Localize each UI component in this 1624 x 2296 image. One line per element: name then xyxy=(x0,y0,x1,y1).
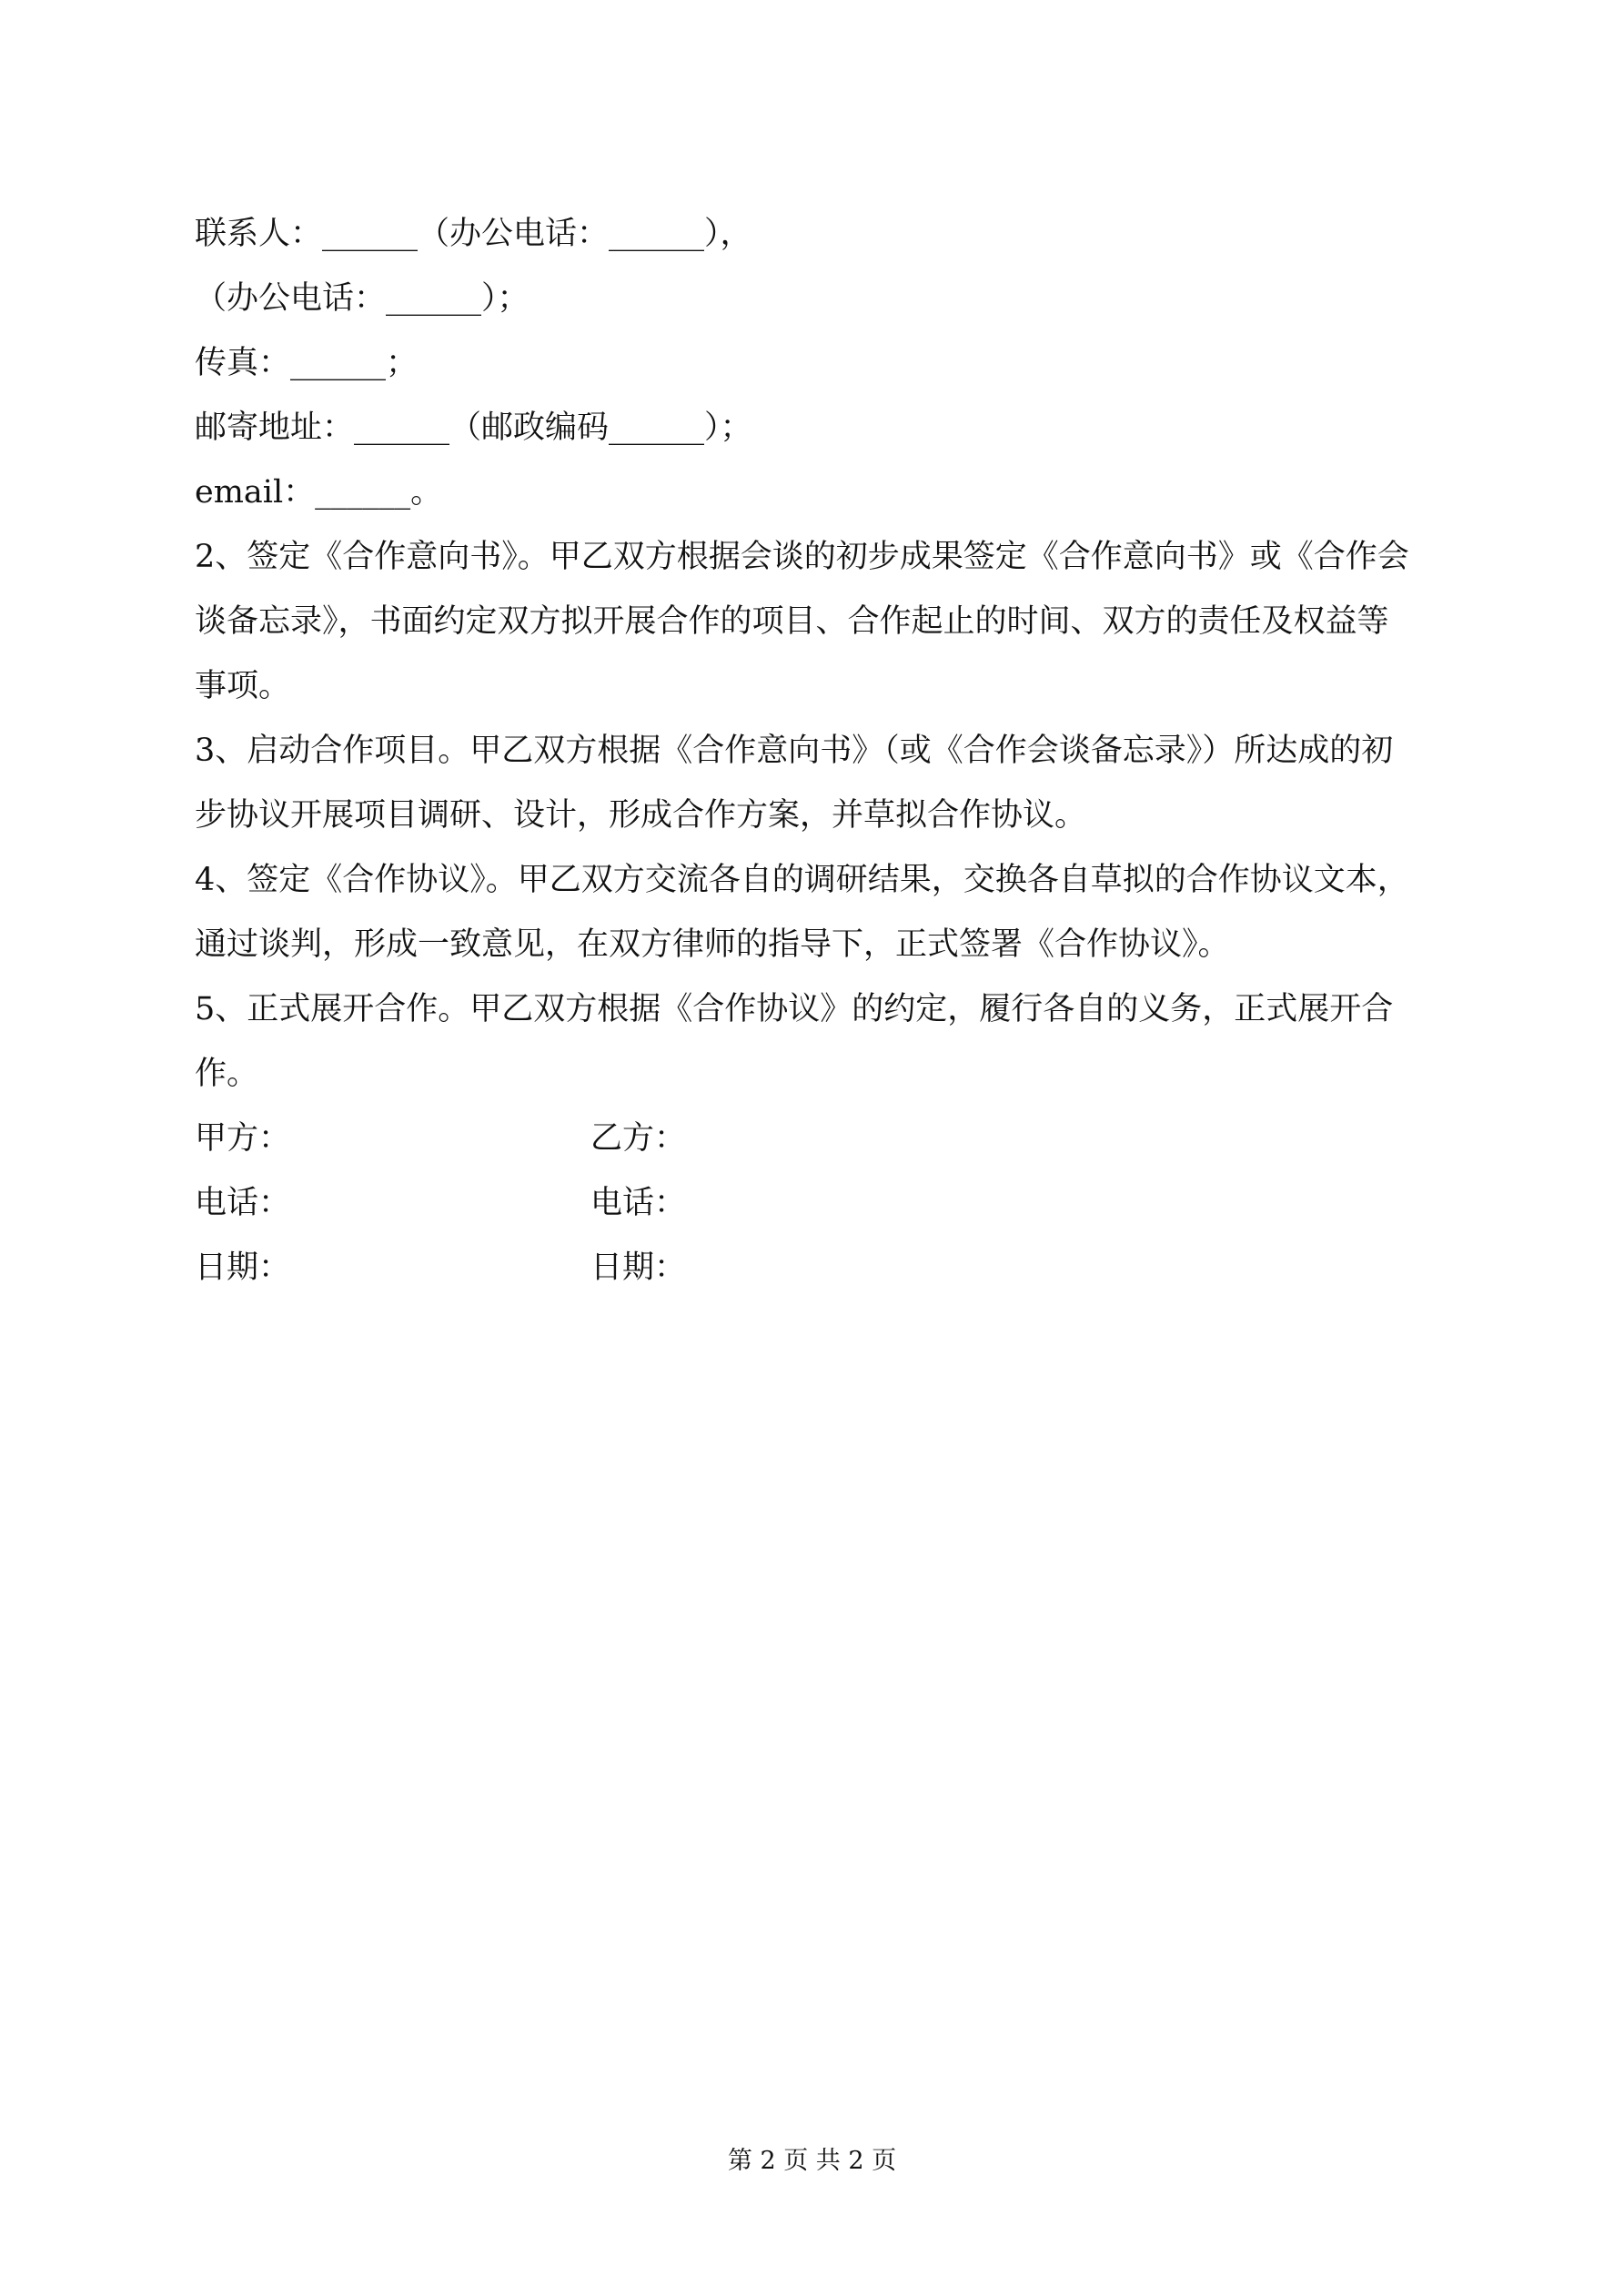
email-line: email：______。 xyxy=(195,474,443,511)
step-2-paragraph: 2、签定《合作意向书》。甲乙双方根据会谈的初步成果签定《合作意向书》或《合作会 谈备忘录》，书面约定双方拟开展合作的项目、合作起止的时间、双方的责任及权益等 事项。 xyxy=(195,539,1409,704)
date-b-label: 日期： xyxy=(590,1249,687,1286)
mailing-address-line: 邮寄地址：______（邮政编码______）； xyxy=(195,410,752,446)
fax-line: 传真：______； xyxy=(195,345,419,381)
date-a-label: 日期： xyxy=(195,1249,291,1286)
contact-person-line: 联系人：______（办公电话：______）， xyxy=(195,216,752,252)
phone-a-label: 电话： xyxy=(195,1185,291,1221)
step-4-paragraph: 4、签定《合作协议》。甲乙双方交流各自的调研结果，交换各自草拟的合作协议文本， 通过谈判，形成一致意见，在双方律师的指导下，正式签署《合作协议》。 xyxy=(195,862,1409,963)
signature-phone-row xyxy=(195,1171,1446,1236)
document-body xyxy=(195,202,1446,1300)
phone-b-label: 电话： xyxy=(590,1185,687,1221)
step-5-paragraph: 5、正式展开合作。甲乙双方根据《合作协议》的约定，履行各自的义务，正式展开合 作。 xyxy=(195,991,1394,1092)
office-phone-line: （办公电话：______）； xyxy=(195,280,530,317)
party-a-label: 甲方： xyxy=(195,1120,291,1157)
step-3-paragraph: 3、启动合作项目。甲乙双方根据《合作意向书》（或《合作会谈备忘录》）所达成的初 步协议开展项目调研、设计，形成合作方案，并草拟合作协议。 xyxy=(195,733,1394,834)
page-number-footer: 第 2 页 共 2 页 xyxy=(727,2147,897,2175)
signature-party-row xyxy=(195,1107,1446,1171)
party-b-label: 乙方： xyxy=(590,1120,687,1157)
signature-date-row xyxy=(195,1236,1446,1300)
